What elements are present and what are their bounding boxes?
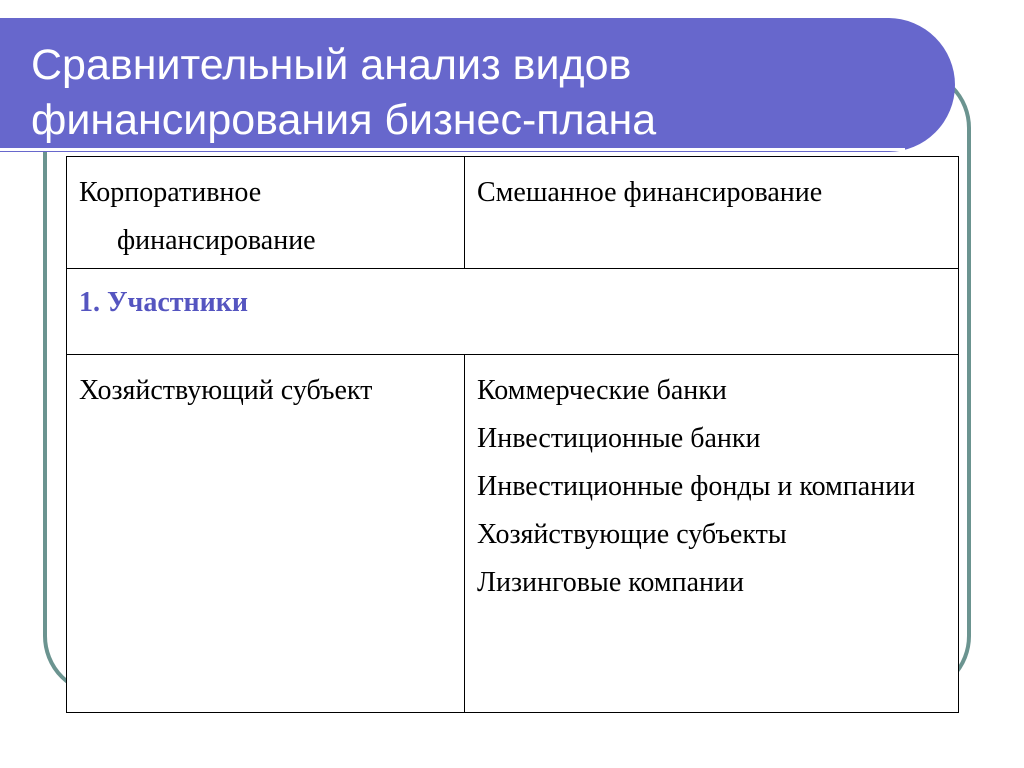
comparison-table <box>66 156 959 713</box>
row-right-cell <box>465 355 959 713</box>
header-mixed-label: Смешанное финансирование <box>477 177 823 208</box>
corporate-participant: Хозяйствующий субъект <box>79 375 373 406</box>
row-left-cell <box>67 355 465 713</box>
list-item: Лизинговые компании <box>477 567 744 598</box>
section-cell <box>67 269 959 355</box>
section-row <box>67 269 959 355</box>
list-item: Инвестиционные банки <box>477 423 761 454</box>
title-underline <box>0 148 905 151</box>
list-item: Инвестиционные фонды и компании <box>477 471 916 502</box>
table-header-row <box>67 157 959 269</box>
header-cell-corporate <box>67 157 465 269</box>
slide-title: Сравнительный анализ видов финансирования бизнес-плана <box>31 41 657 144</box>
title-bar <box>0 18 955 152</box>
header-cell-mixed <box>465 157 959 269</box>
table-row <box>67 355 959 713</box>
header-corporate-label: Корпоративное финансирование <box>79 177 316 256</box>
list-item: Коммерческие банки <box>477 375 727 406</box>
list-item: Хозяйствующие субъекты <box>477 519 787 550</box>
section-participants-label: 1. Участники <box>79 287 249 318</box>
